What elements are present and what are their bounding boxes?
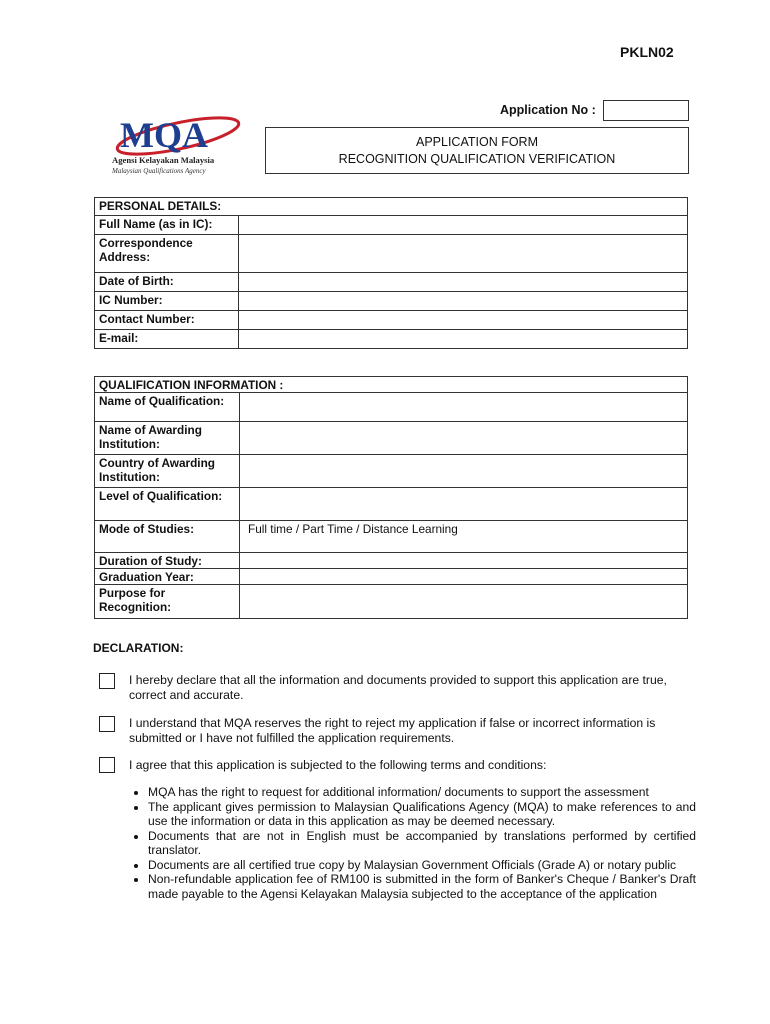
terms-list: [130, 785, 696, 901]
qualification-table: [94, 376, 688, 619]
field-label-qualification-level: Level of Qualification:: [95, 488, 240, 521]
declaration-text-2: I understand that MQA reserves the right to reject my application if false or incorrect information is submitted or I have not fulfilled the application requirements.: [129, 716, 656, 745]
field-full-name[interactable]: [239, 216, 688, 235]
mqa-logo-graphic: [106, 114, 246, 180]
field-label-dob: Date of Birth:: [95, 273, 239, 292]
field-ic[interactable]: [239, 292, 688, 311]
field-label-mode-of-studies: Mode of Studies:: [95, 521, 240, 553]
field-label-graduation-year: Graduation Year:: [95, 569, 240, 585]
declaration-checkbox-2[interactable]: [99, 716, 115, 732]
personal-details-table: [94, 197, 688, 349]
field-label-ic: IC Number:: [95, 292, 239, 311]
field-duration[interactable]: [240, 553, 688, 569]
field-label-contact: Contact Number:: [95, 311, 239, 330]
field-email[interactable]: [239, 330, 688, 349]
logo-line2: Malaysian Qualifications Agency: [112, 167, 206, 175]
term-item: • The applicant gives permission to Malaysian Qualifications Agency (MQA) to make references to and use the information or data in this application as may be deemed necessary.: [148, 800, 696, 829]
declaration-checkbox-1[interactable]: [99, 673, 115, 689]
field-label-awarding-institution: Name of Awarding Institution:: [95, 422, 240, 455]
term-item: • Documents that are not in English must be accompanied by translations performed by certified translator.: [148, 829, 696, 858]
field-label-duration: Duration of Study:: [95, 553, 240, 569]
qualification-heading: QUALIFICATION INFORMATION :: [95, 377, 688, 393]
field-label-full-name: Full Name (as in IC):: [95, 216, 239, 235]
field-dob[interactable]: [239, 273, 688, 292]
field-contact[interactable]: [239, 311, 688, 330]
field-qualification-name[interactable]: [240, 393, 688, 422]
term-item: • Non-refundable application fee of RM100 is submitted in the form of Banker's Cheque / Banker's Draft made payable to the Agensi Kelayakan Malaysia subjected to the acceptance of the application: [148, 872, 696, 901]
field-label-address: Correspondence Address:: [95, 235, 239, 273]
field-label-qualification-name: Name of Qualification:: [95, 393, 240, 422]
declaration-text-1: I hereby declare that all the information and documents provided to support this application are true, correct and accurate.: [129, 673, 667, 702]
declaration-text-3: I agree that this application is subjected to the following terms and conditions:: [129, 758, 547, 772]
form-title-line1: APPLICATION FORM: [415, 135, 538, 149]
term-item: • MQA has the right to request for additional information/ documents to support the assessment: [148, 785, 696, 800]
personal-details-heading: PERSONAL DETAILS:: [95, 198, 688, 216]
field-label-purpose: Purpose for Recognition:: [95, 585, 240, 619]
field-purpose[interactable]: [240, 585, 688, 619]
field-awarding-country[interactable]: [240, 455, 688, 488]
form-title-box: [265, 127, 689, 174]
field-mode-of-studies[interactable]: Full time / Part Time / Distance Learning: [240, 521, 688, 553]
field-awarding-institution[interactable]: [240, 422, 688, 455]
mqa-logo: [106, 114, 246, 180]
declaration-checkbox-3[interactable]: [99, 757, 115, 773]
logo-line1: Agensi Kelayakan Malaysia: [112, 155, 215, 165]
field-graduation-year[interactable]: [240, 569, 688, 585]
field-label-awarding-country: Country of Awarding Institution:: [95, 455, 240, 488]
form-code: PKLN02: [620, 44, 674, 60]
application-no-label: Application No :: [500, 103, 596, 117]
logo-acronym: MQA: [120, 115, 208, 155]
field-qualification-level[interactable]: [240, 488, 688, 521]
declaration-heading: DECLARATION:: [93, 641, 184, 655]
field-label-email: E-mail:: [95, 330, 239, 349]
field-address[interactable]: [239, 235, 688, 273]
form-title-line2: RECOGNITION QUALIFICATION VERIFICATION: [338, 152, 616, 166]
application-no-field[interactable]: [603, 100, 689, 121]
term-item: • Documents are all certified true copy by Malaysian Government Officials (Grade A) or notary public: [148, 858, 696, 873]
